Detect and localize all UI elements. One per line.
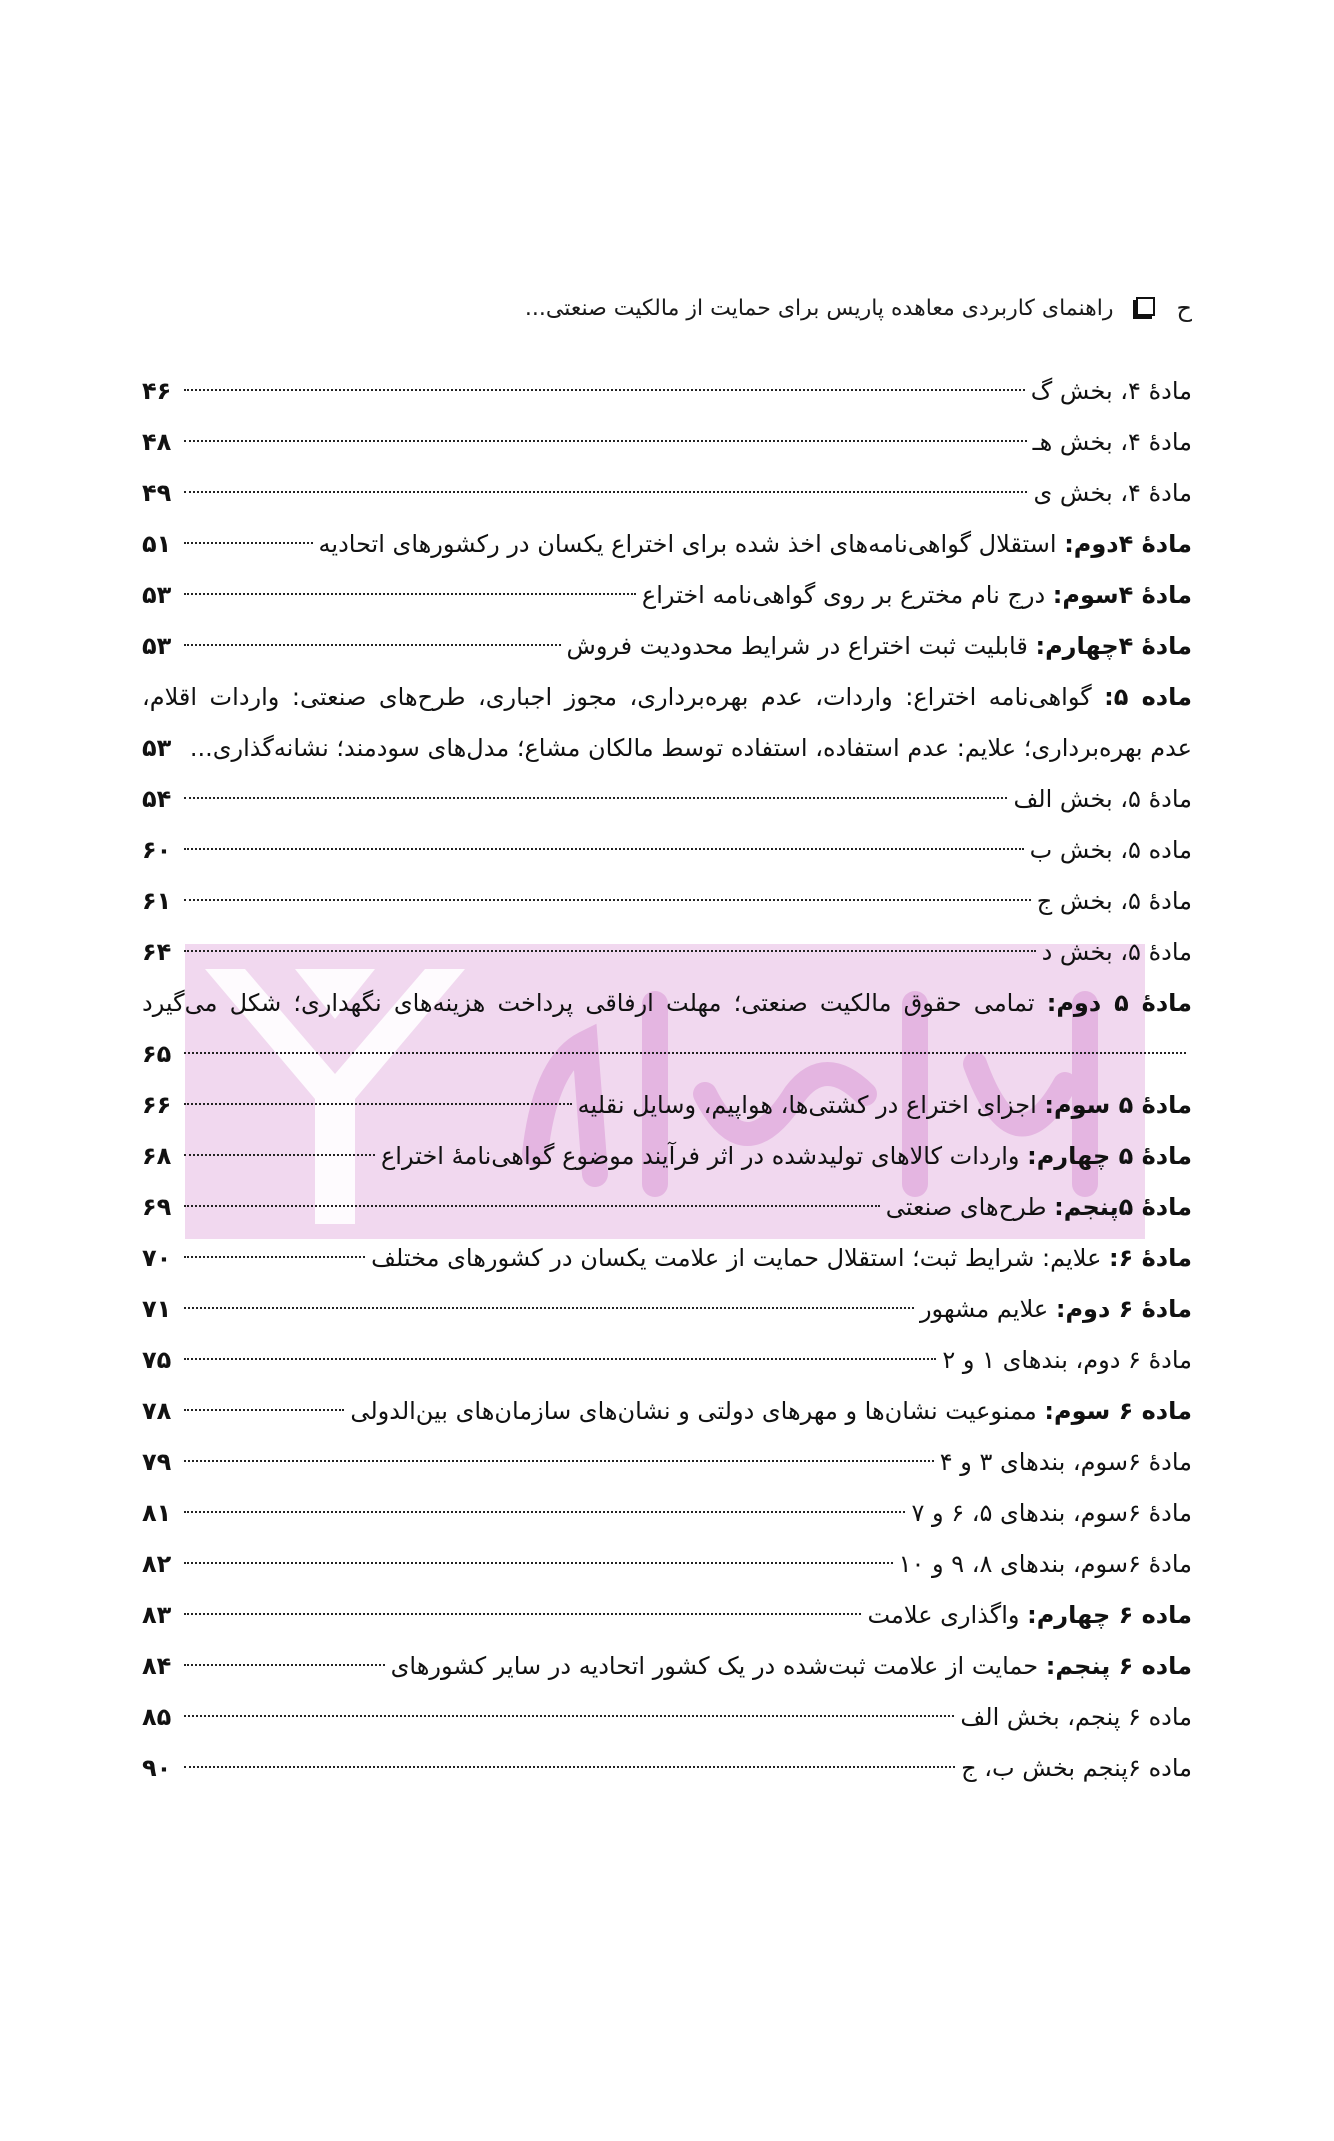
toc-entry[interactable] xyxy=(142,1386,1192,1437)
toc-page-number: ۷۹ xyxy=(142,1448,172,1476)
dot-leader xyxy=(184,1765,955,1768)
toc-entry-text: گواهی‌نامه اختراع: واردات، عدم بهره‌برداری، مجوز اجباری، طرح‌های صنعتی: واردات اقلام، xyxy=(142,683,1105,711)
toc-entry-text: مادهٔ ۵، بخش الف xyxy=(1013,785,1192,813)
toc-page-number: ۵۳ xyxy=(142,632,172,660)
toc-entry-title xyxy=(1030,825,1192,876)
toc-page-number: ۵۳ xyxy=(142,734,172,762)
toc-entry-heading: ماده ۶ چهارم: xyxy=(1027,1601,1192,1629)
table-of-contents xyxy=(142,366,1192,1794)
toc-page-number: ۵۴ xyxy=(142,785,172,813)
dot-leader xyxy=(184,1510,905,1513)
toc-page-number: ۷۵ xyxy=(142,1346,172,1374)
toc-entry-title xyxy=(190,723,1192,774)
square-bullet-icon xyxy=(1136,297,1155,316)
toc-entry[interactable] xyxy=(142,621,1192,672)
dot-leader xyxy=(184,541,313,544)
toc-entry[interactable] xyxy=(142,366,1192,417)
toc-entry-text: واردات کالاهای تولیدشده در اثر فرآیند موضوع گواهی‌نامهٔ اختراع xyxy=(380,1142,1028,1170)
toc-entry[interactable] xyxy=(142,468,1192,519)
toc-entry-heading: مادهٔ ۴چهارم: xyxy=(1035,632,1192,660)
toc-page-number: ۶۶ xyxy=(142,1091,172,1119)
toc-entry-title xyxy=(899,1539,1192,1590)
dot-leader xyxy=(184,1612,861,1615)
dot-leader xyxy=(184,1051,1186,1054)
toc-page-number: ۸۱ xyxy=(142,1499,172,1527)
toc-entry-heading: ماده ۵: xyxy=(1104,683,1192,711)
toc-entry-title xyxy=(142,978,1192,1029)
toc-entry[interactable] xyxy=(142,1335,1192,1386)
toc-entry[interactable] xyxy=(142,1539,1192,1590)
toc-entry-text: مادهٔ ۶سوم، بندهای ۵، ۶ و ۷ xyxy=(911,1499,1192,1527)
toc-entry-text: ماده ۵، بخش ب xyxy=(1029,836,1192,864)
toc-entry-text: اجزای اختراع در کشتی‌ها، هواپیم، وسایل نقلیه xyxy=(577,1091,1045,1119)
toc-entry-title xyxy=(1033,468,1192,519)
dot-leader xyxy=(184,1204,880,1207)
dot-leader xyxy=(184,796,1007,799)
toc-entry-text: مادهٔ ۶ دوم، بندهای ۱ و ۲ xyxy=(942,1346,1192,1374)
toc-page-number: ۶۹ xyxy=(142,1193,172,1221)
running-header xyxy=(142,288,1192,328)
toc-entry[interactable] xyxy=(142,1743,1192,1794)
dot-leader xyxy=(184,1357,936,1360)
toc-page-number: ۷۰ xyxy=(142,1244,172,1272)
toc-entry-title xyxy=(642,570,1192,621)
toc-entry[interactable] xyxy=(142,1131,1192,1182)
toc-entry[interactable] xyxy=(142,1590,1192,1641)
dot-leader xyxy=(184,1153,375,1156)
toc-page-number: ۶۱ xyxy=(142,887,172,915)
toc-page-number: ۶۸ xyxy=(142,1142,172,1170)
toc-entry-heading: مادهٔ ۶ دوم: xyxy=(1055,1295,1192,1323)
toc-entry-heading: مادهٔ ۴دوم: xyxy=(1064,530,1192,558)
toc-entry-title xyxy=(940,1437,1192,1488)
toc-entry-heading: مادهٔ ۵ دوم: xyxy=(1046,989,1193,1017)
toc-entry[interactable] xyxy=(142,519,1192,570)
toc-entry[interactable] xyxy=(142,1437,1192,1488)
toc-entry-title xyxy=(1033,417,1192,468)
toc-entry-title xyxy=(886,1182,1192,1233)
toc-entry[interactable] xyxy=(142,1182,1192,1233)
toc-entry-text: عدم بهره‌برداری؛ علایم: عدم استفاده، استفاده توسط مالکان مشاع؛ مدل‌های سودمند؛ نشانه‌گذاری... xyxy=(189,734,1192,762)
toc-page-number: ۵۱ xyxy=(142,530,172,558)
toc-entry[interactable] xyxy=(142,417,1192,468)
toc-entry-title xyxy=(1031,366,1192,417)
dot-leader xyxy=(184,1663,385,1666)
toc-entry[interactable] xyxy=(142,1233,1192,1284)
toc-entry-title xyxy=(578,1080,1192,1131)
dot-leader xyxy=(184,643,561,646)
toc-entry-text: واگذاری علامت xyxy=(867,1601,1028,1629)
page-letter: ح xyxy=(1176,294,1192,322)
dot-leader xyxy=(184,949,1036,952)
toc-entry-text: ممنوعیت نشان‌ها و مهرهای دولتی و نشان‌های سازمان‌های بین‌الدولی xyxy=(350,1397,1045,1425)
toc-entry[interactable] xyxy=(142,1080,1192,1131)
toc-entry[interactable] xyxy=(142,1029,1192,1080)
toc-entry-title xyxy=(867,1590,1192,1641)
toc-entry[interactable] xyxy=(142,723,1192,774)
toc-entry-title xyxy=(350,1386,1192,1437)
dot-leader xyxy=(184,439,1027,442)
toc-entry-text: مادهٔ ۶سوم، بندهای ۳ و ۴ xyxy=(939,1448,1192,1476)
toc-entry-text: مادهٔ ۵، بخش د xyxy=(1041,938,1192,966)
toc-entry-text: طرح‌های صنعتی xyxy=(885,1193,1055,1221)
toc-entry-heading: مادهٔ ۵پنجم: xyxy=(1054,1193,1192,1221)
toc-page-number: ۸۴ xyxy=(142,1652,172,1680)
dot-leader xyxy=(184,592,636,595)
toc-entry-text: تمامی حقوق مالکیت صنعتی؛ مهلت ارفاقی پرداخت هزینه‌های نگهداری؛ شکل می‌گیرد xyxy=(142,989,1047,1017)
dot-leader xyxy=(184,1459,934,1462)
dot-leader xyxy=(184,388,1025,391)
dot-leader xyxy=(184,1102,572,1105)
toc-entry[interactable] xyxy=(142,570,1192,621)
dot-leader xyxy=(184,1306,914,1309)
toc-entry[interactable] xyxy=(142,825,1192,876)
toc-entry-title xyxy=(960,1692,1192,1743)
toc-page-number: ۹۰ xyxy=(142,1754,172,1782)
toc-entry-title xyxy=(142,672,1192,723)
dot-leader xyxy=(184,490,1027,493)
toc-entry-title xyxy=(911,1488,1192,1539)
toc-entry-title xyxy=(961,1743,1192,1794)
toc-entry-text: ماده ۶ پنجم، بخش الف xyxy=(960,1703,1192,1731)
toc-entry-title xyxy=(942,1335,1192,1386)
toc-entry-heading: مادهٔ ۴سوم: xyxy=(1052,581,1192,609)
toc-page-number: ۶۵ xyxy=(142,1040,172,1068)
toc-entry-text: علایم مشهور xyxy=(919,1295,1056,1323)
toc-entry-text: مادهٔ ۴، بخش گ xyxy=(1030,377,1192,405)
toc-entry-text: علایم: شرایط ثبت؛ استقلال حمایت از علامت یکسان در کشورهای مختلف xyxy=(371,1244,1110,1272)
toc-entry[interactable] xyxy=(142,1641,1192,1692)
toc-entry-heading: ماده ۶ پنجم: xyxy=(1045,1652,1192,1680)
toc-entry[interactable] xyxy=(142,672,1192,723)
toc-entry-title xyxy=(319,519,1192,570)
running-header-title: راهنمای کاربردی معاهده پاریس برای حمایت از مالکیت صنعتی... xyxy=(524,295,1114,321)
toc-page-number: ۶۰ xyxy=(142,836,172,864)
toc-page-number: ۴۹ xyxy=(142,479,172,507)
toc-entry-title xyxy=(1037,876,1192,927)
toc-entry-heading: مادهٔ ۵ سوم: xyxy=(1044,1091,1192,1119)
toc-entry-heading: مادهٔ ۵ چهارم: xyxy=(1027,1142,1192,1170)
toc-entry-text: ماده ۶پنجم بخش ب، ج xyxy=(961,1754,1192,1782)
dot-leader xyxy=(184,1408,344,1411)
toc-entry-text: قابلیت ثبت اختراع در شرایط محدودیت فروش xyxy=(566,632,1036,660)
toc-entry-title xyxy=(1042,927,1192,978)
toc-entry[interactable] xyxy=(142,1488,1192,1539)
toc-entry-title xyxy=(920,1284,1192,1335)
toc-entry-text: درج نام مخترع بر روی گواهی‌نامه اختراع xyxy=(641,581,1053,609)
toc-entry[interactable] xyxy=(142,927,1192,978)
toc-entry-text: مادهٔ ۴، بخش ی xyxy=(1033,479,1192,507)
toc-page-number: ۴۶ xyxy=(142,377,172,405)
toc-entry[interactable] xyxy=(142,876,1192,927)
toc-entry-title xyxy=(391,1641,1192,1692)
toc-page-number: ۸۵ xyxy=(142,1703,172,1731)
toc-entry-title xyxy=(381,1131,1192,1182)
toc-page-number: ۴۸ xyxy=(142,428,172,456)
dot-leader xyxy=(184,1561,893,1564)
toc-page-number: ۸۳ xyxy=(142,1601,172,1629)
dot-leader xyxy=(184,1255,365,1258)
toc-entry-heading: ماده ۶ سوم: xyxy=(1044,1397,1192,1425)
dot-leader xyxy=(184,847,1024,850)
toc-entry[interactable] xyxy=(142,1284,1192,1335)
toc-entry-text: مادهٔ ۶سوم، بندهای ۸، ۹ و ۱۰ xyxy=(898,1550,1192,1578)
toc-entry[interactable] xyxy=(142,1692,1192,1743)
toc-page-number: ۷۸ xyxy=(142,1397,172,1425)
toc-page-number: ۶۴ xyxy=(142,938,172,966)
toc-page-number: ۷۱ xyxy=(142,1295,172,1323)
toc-entry-text: مادهٔ ۵، بخش ج xyxy=(1036,887,1192,915)
toc-page-number: ۵۳ xyxy=(142,581,172,609)
toc-entry-text: مادهٔ ۴، بخش هـ xyxy=(1032,428,1192,456)
toc-entry-title xyxy=(1013,774,1192,825)
toc-entry-heading: مادهٔ ۶: xyxy=(1109,1244,1192,1272)
toc-entry-text: حمایت از علامت ثبت‌شده در یک کشور اتحادیه در سایر کشورهای xyxy=(390,1652,1046,1680)
toc-entry[interactable] xyxy=(142,978,1192,1029)
dot-leader xyxy=(184,1714,954,1717)
toc-page-number: ۸۲ xyxy=(142,1550,172,1578)
toc-entry-title xyxy=(567,621,1192,672)
toc-entry-text: استقلال گواهی‌نامه‌های اخذ شده برای اختراع یکسان در رکشورهای اتحادیه xyxy=(318,530,1065,558)
dot-leader xyxy=(184,898,1031,901)
toc-entry[interactable] xyxy=(142,774,1192,825)
toc-entry-title xyxy=(371,1233,1192,1284)
